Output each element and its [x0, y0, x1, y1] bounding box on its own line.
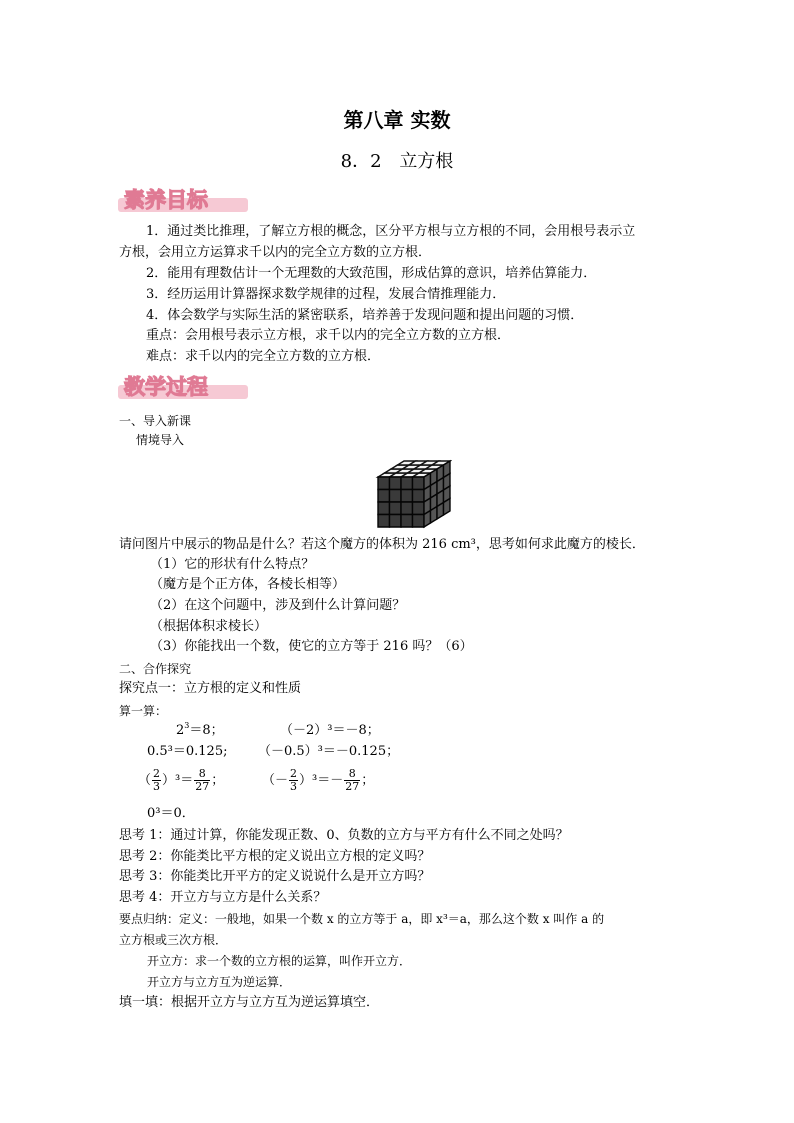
- cube-front-cell: [413, 515, 425, 528]
- summary-line-4: 开立方与立方互为逆运算．: [147, 975, 292, 989]
- answer-1: （魔方是个正方体，各棱长相等）: [150, 577, 346, 592]
- calc-two-thirds-cubed: （ $\frac{2}{3}$ ）³＝ $\frac{8}{27}$ ；: [138, 767, 225, 793]
- think-3: 思考 3：你能类比开平方的定义说说什么是开立方吗？: [119, 869, 431, 884]
- intro-question: 请问图片中展示的物品是什么？若这个魔方的体积为 216 cm³，思考如何求此魔方的棱长．: [119, 537, 645, 552]
- cube-front-cell: [401, 515, 413, 528]
- cube-front-cell: [413, 490, 425, 503]
- summary-line-1: 要点归纳：定义：一般地，如果一个数 x 的立方等于 a，即 x³＝a，那么这个数 x 叫作 a 的: [119, 912, 605, 926]
- section-number: 8．2: [340, 151, 382, 172]
- goal-item-4: 4．体会数学与实际生活的紧密联系，培养善于发现问题和提出问题的习惯．: [146, 308, 584, 323]
- cube-front-cell: [390, 502, 402, 515]
- process-banner-text: 教学过程: [124, 375, 208, 399]
- answer-2: （根据体积求棱长）: [150, 619, 268, 634]
- question-3: （3）你能找出一个数，使它的立方等于 216 吗？（6）: [150, 639, 473, 654]
- chapter-title: 第八章 实数: [343, 108, 451, 132]
- calc-neg2-cubed: （－2）³＝－8；: [280, 723, 380, 738]
- fraction-2-3: $\frac{2}{3}$: [153, 767, 161, 793]
- calc-0.5-cubed: 0.5³＝0.125;: [147, 744, 228, 759]
- rubiks-cube-image: [370, 455, 452, 533]
- fraction-8-27: $\frac{8}{27}$: [345, 767, 360, 793]
- question-2: （2）在这个问题中，涉及到什么计算问题？: [150, 598, 406, 613]
- think-1: 思考 1：通过计算，你能发现正数、0、负数的立方与平方有什么不同之处吗？: [119, 828, 569, 843]
- cube-front-cell: [401, 490, 413, 503]
- goals-banner: [118, 184, 248, 214]
- fraction-8-27: $\frac{8}{27}$: [195, 767, 210, 793]
- calc-label: 算一算：: [119, 704, 168, 718]
- goal-item-2: 2．能用有理数估计一个无理数的大致范围，形成估算的意识，培养估算能力．: [146, 266, 597, 281]
- section-heading: [0, 147, 794, 173]
- cube-front-cell: [413, 477, 425, 490]
- part2-heading: 二、合作探究: [119, 662, 192, 676]
- part1-heading: 一、导入新课: [119, 414, 192, 428]
- cube-front-cell: [401, 502, 413, 515]
- summary-line-3: 开立方：求一个数的立方根的运算，叫作开立方．: [147, 954, 412, 968]
- cube-front-cell: [413, 502, 425, 515]
- calc-2-cubed: $2^3=8$；: [176, 721, 224, 738]
- summary-line-2: 立方根或三次方根．: [119, 933, 228, 947]
- key-point: 重点：会用根号表示立方根，求千以内的完全立方数的立方根．: [146, 328, 511, 343]
- cube-front-cell: [390, 490, 402, 503]
- goals-banner-text: 素养目标: [124, 188, 208, 212]
- cube-front-cell: [378, 515, 390, 528]
- cube-front-cell: [390, 515, 402, 528]
- section-title: 立方根: [399, 151, 454, 172]
- cube-front-cell: [378, 502, 390, 515]
- process-banner: [118, 371, 248, 401]
- cube-front-cell: [378, 477, 390, 490]
- question-1: （1）它的形状有什么特点？: [150, 557, 315, 572]
- scenario-heading: 情境导入: [136, 433, 185, 447]
- cube-front-cell: [390, 477, 402, 490]
- think-4: 思考 4：开立方与立方是什么关系？: [119, 890, 327, 905]
- calc-neg-two-thirds-cubed: （－ $\frac{2}{3}$ ）³＝－ $\frac{8}{27}$ ；: [262, 767, 375, 793]
- fraction-2-3: $\frac{2}{3}$: [290, 767, 298, 793]
- cube-front-cell: [401, 477, 413, 490]
- fill-in-instruction: 填一填：根据开立方与立方互为逆运算填空．: [119, 995, 380, 1010]
- calc-neg0.5-cubed: （－0.5）³＝－0.125；: [258, 744, 400, 759]
- goal-item-1-line1: 1．通过类比推理，了解立方根的概念，区分平方根与立方根的不同，会用根号表示立: [146, 224, 636, 239]
- goal-item-1-line2: 方根，会用立方运算求千以内的完全立方数的立方根．: [119, 245, 432, 260]
- difficulty-point: 难点：求千以内的完全立方数的立方根．: [146, 349, 381, 364]
- cube-front-cell: [378, 490, 390, 503]
- explore-point-heading: 探究点一：立方根的定义和性质: [119, 681, 302, 696]
- think-2: 思考 2：你能类比平方根的定义说出立方根的定义吗？: [119, 849, 431, 864]
- calc-0-cubed: 0³＝0．: [147, 806, 195, 821]
- goal-item-3: 3．经历运用计算器探求数学规律的过程，发展合情推理能力．: [146, 287, 506, 302]
